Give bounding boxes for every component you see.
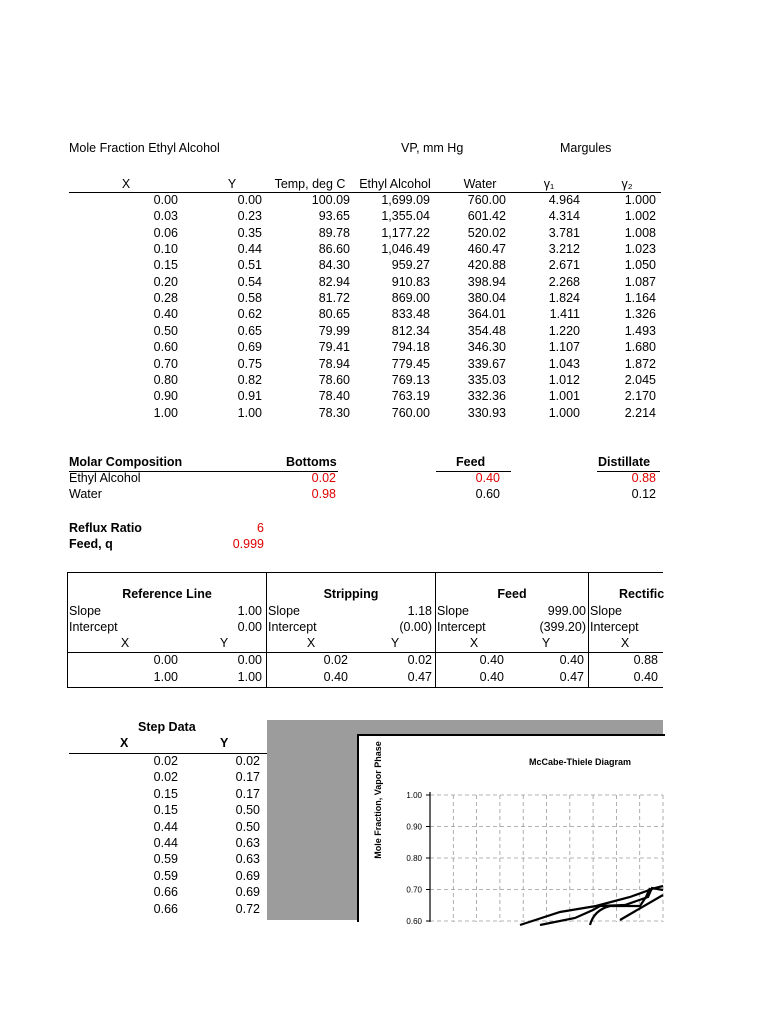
strip-intercept-value: (0.00) xyxy=(399,620,432,634)
feed-q-label: Feed, q xyxy=(69,537,113,551)
table-cell: 0.10 xyxy=(153,242,178,257)
table-cell: 0.40 xyxy=(153,307,178,322)
step-cell: 0.59 xyxy=(153,868,178,883)
distillate-ethyl-value[interactable]: 0.88 xyxy=(631,471,656,485)
strip-slope-label: Slope xyxy=(268,604,300,618)
strip-p1-y: 0.02 xyxy=(407,653,432,667)
table-cell: 1.008 xyxy=(624,225,656,240)
table-cell: 2.214 xyxy=(624,405,656,420)
table-cell: 1.824 xyxy=(548,291,580,306)
y-col-header: Y xyxy=(227,177,237,191)
table-cell: 84.30 xyxy=(318,258,350,273)
feed-p2-y: 0.47 xyxy=(559,670,584,684)
step-cell: 0.17 xyxy=(235,770,260,785)
feed-p2-x: 0.40 xyxy=(479,670,504,684)
table-cell: 2.671 xyxy=(548,258,580,273)
step-cell: 0.44 xyxy=(153,836,178,850)
step-cell: 0.63 xyxy=(235,852,260,867)
table-cell: 78.30 xyxy=(318,405,350,420)
chart-y-tick-label: 0.80 xyxy=(406,854,422,863)
step-cell: 0.69 xyxy=(235,868,260,883)
table-cell: 4.964 xyxy=(548,193,580,207)
table-cell: 81.72 xyxy=(318,291,350,306)
table-cell: 601.42 xyxy=(467,209,506,224)
chart-y-axis-label: Mole Fraction, Vapor Phase xyxy=(373,741,383,859)
table-cell: 0.00 xyxy=(153,193,178,207)
chart-y-tick-label: 0.60 xyxy=(406,917,422,926)
table-cell: 420.88 xyxy=(467,258,506,273)
ref-y-header: Y xyxy=(219,636,229,650)
table-cell: 3.212 xyxy=(548,242,580,257)
table-cell: 0.70 xyxy=(153,356,178,371)
table-cell: 959.27 xyxy=(391,258,430,273)
table-cell: 0.90 xyxy=(153,389,178,404)
chart-y-tick-label: 1.00 xyxy=(406,791,422,800)
chart-y-tick-label: 0.70 xyxy=(406,885,422,895)
chart-title: McCabe-Thiele Diagram xyxy=(528,757,632,767)
feed-line-title: Feed xyxy=(497,587,527,601)
table-cell: 1.012 xyxy=(548,372,580,387)
table-cell: 1.000 xyxy=(624,193,656,207)
table-cell: 760.00 xyxy=(391,405,430,420)
table-cell: 1.220 xyxy=(548,323,580,338)
table-cell: 1,355.04 xyxy=(381,209,430,224)
table-cell: 380.04 xyxy=(467,291,506,306)
reference-line-title: Reference Line xyxy=(122,587,212,601)
rect-p2-x: 0.40 xyxy=(633,670,658,684)
lines-table-bottom-border xyxy=(67,687,663,688)
ref-p1-x: 0.00 xyxy=(153,653,178,667)
table-cell: 0.00 xyxy=(237,193,262,207)
table-cell: 1.107 xyxy=(548,340,580,355)
table-cell: 79.99 xyxy=(318,323,350,338)
table-cell: 335.03 xyxy=(467,372,506,387)
table-cell: 0.60 xyxy=(153,340,178,355)
rectifying-title: Rectific xyxy=(619,587,665,601)
gamma2-col-header: γ₂ xyxy=(621,177,633,191)
table-cell: 1.087 xyxy=(624,274,656,289)
table-cell: 1.411 xyxy=(549,307,580,322)
table-cell: 78.94 xyxy=(318,356,350,371)
strip-p2-y: 0.47 xyxy=(407,670,432,684)
ref-p2-y: 1.00 xyxy=(237,670,262,684)
ref-intercept-label: Intercept xyxy=(69,620,118,634)
feed-p1-x: 0.40 xyxy=(479,653,504,667)
step-data-title: Step Data xyxy=(138,720,196,734)
table-cell: 1.164 xyxy=(624,291,656,306)
table-cell: 2.268 xyxy=(548,274,580,289)
lines-table-divider-3 xyxy=(588,572,589,688)
table-cell: 0.51 xyxy=(237,258,262,273)
rect-slope-label: Slope xyxy=(590,604,622,618)
table-cell: 0.65 xyxy=(237,323,262,338)
ethyl-alcohol-label: Ethyl Alcohol xyxy=(69,471,141,485)
feed-intercept-value: (399.20) xyxy=(539,620,586,634)
strip-slope-value: 1.18 xyxy=(407,604,432,618)
table-cell: 794.18 xyxy=(391,340,430,355)
ref-intercept-value: 0.00 xyxy=(237,620,262,634)
table-cell: 763.19 xyxy=(391,389,430,404)
table-cell: 869.00 xyxy=(391,291,430,306)
strip-x-header: X xyxy=(306,636,316,650)
table-cell: 89.78 xyxy=(318,225,350,240)
table-cell: 460.47 xyxy=(467,242,506,257)
strip-intercept-label: Intercept xyxy=(268,620,317,634)
table-cell: 93.65 xyxy=(318,209,350,224)
step-cell: 0.17 xyxy=(235,786,260,801)
table-cell: 346.30 xyxy=(467,340,506,355)
table-cell: 1.050 xyxy=(624,258,656,273)
table-cell: 0.54 xyxy=(237,274,262,289)
feed-x-header: X xyxy=(469,636,479,650)
rect-x-header: X xyxy=(620,636,630,650)
lines-table-top-border xyxy=(67,572,663,573)
step-cell: 0.63 xyxy=(235,836,260,850)
table-cell: 78.40 xyxy=(318,389,350,404)
table-cell: 0.15 xyxy=(153,258,178,273)
water-label: Water xyxy=(69,487,102,501)
chart-y-tick-label: 0.90 xyxy=(406,822,422,832)
vp-title: VP, mm Hg xyxy=(401,141,464,155)
rect-p1-x: 0.88 xyxy=(633,653,658,667)
ethyl-vp-col-header: Ethyl Alcohol xyxy=(359,177,431,191)
table-cell: 330.93 xyxy=(467,405,506,420)
table-cell: 0.91 xyxy=(237,389,262,404)
table-cell: 0.62 xyxy=(237,307,262,322)
table-cell: 1,699.09 xyxy=(381,193,430,207)
table-cell: 100.09 xyxy=(311,193,350,207)
step-cell: 0.02 xyxy=(235,754,260,768)
table-cell: 1,177.22 xyxy=(381,225,430,240)
strip-p1-x: 0.02 xyxy=(323,653,348,667)
step-cell: 0.72 xyxy=(235,901,260,916)
table-cell: 0.82 xyxy=(237,372,262,387)
distillate-header: Distillate xyxy=(598,455,651,469)
table-cell: 82.94 xyxy=(318,274,350,289)
feed-slope-value: 999.00 xyxy=(547,604,586,618)
table-cell: 2.170 xyxy=(624,389,656,404)
step-cell: 0.69 xyxy=(235,885,260,900)
ref-p2-x: 1.00 xyxy=(153,670,178,684)
table-cell: 1.872 xyxy=(624,356,656,371)
molar-composition-title: Molar Composition xyxy=(69,455,183,469)
distillate-water-value: 0.12 xyxy=(631,487,656,501)
temp-col-header: Temp, deg C xyxy=(274,177,346,191)
ref-slope-label: Slope xyxy=(69,604,101,618)
table-cell: 332.36 xyxy=(467,389,506,404)
feed-q-value[interactable]: 0.999 xyxy=(232,537,264,551)
feed-slope-label: Slope xyxy=(437,604,469,618)
table-cell: 779.45 xyxy=(391,356,430,371)
table-cell: 760.00 xyxy=(467,193,506,207)
table-cell: 1.00 xyxy=(153,405,178,420)
step-x-header: X xyxy=(120,736,129,750)
step-cell: 0.15 xyxy=(153,803,178,818)
step-cell: 0.02 xyxy=(153,770,178,785)
chart-plot-area[interactable] xyxy=(357,734,665,922)
table-cell: 1.002 xyxy=(624,209,656,224)
stripping-title: Stripping xyxy=(323,587,379,601)
table-cell: 4.314 xyxy=(548,209,580,224)
x-col-header: X xyxy=(121,177,131,191)
table-cell: 769.13 xyxy=(391,372,430,387)
table-cell: 1.00 xyxy=(237,405,262,420)
table-cell: 812.34 xyxy=(391,323,430,338)
table-cell: 1.001 xyxy=(548,389,580,404)
table-cell: 1.680 xyxy=(624,340,656,355)
table-cell: 3.781 xyxy=(548,225,580,240)
table-cell: 1.023 xyxy=(624,242,656,257)
reflux-ratio-value[interactable]: 6 xyxy=(257,521,264,535)
table-cell: 0.06 xyxy=(153,225,178,240)
feed-header: Feed xyxy=(456,455,486,469)
feed-ethyl-value[interactable]: 0.40 xyxy=(475,471,500,485)
table-cell: 0.03 xyxy=(153,209,178,224)
reflux-ratio-label: Reflux Ratio xyxy=(69,521,142,535)
table-cell: 1.326 xyxy=(624,307,656,322)
table-cell: 0.44 xyxy=(237,242,262,257)
step-cell: 0.44 xyxy=(153,819,178,834)
water-vp-col-header: Water xyxy=(463,177,497,191)
step-y-header: Y xyxy=(220,736,229,750)
table-cell: 79.41 xyxy=(318,340,350,355)
table-cell: 0.69 xyxy=(237,340,262,355)
table-cell: 354.48 xyxy=(467,323,506,338)
step-cell: 0.15 xyxy=(153,786,178,801)
ref-p1-y: 0.00 xyxy=(237,653,262,667)
table-cell: 1.493 xyxy=(624,323,656,338)
margules-title: Margules xyxy=(560,141,612,155)
table-cell: 0.35 xyxy=(237,225,262,240)
feed-intercept-label: Intercept xyxy=(437,620,486,634)
table-cell: 364.01 xyxy=(467,307,506,322)
table-cell: 398.94 xyxy=(467,274,506,289)
table-cell: 0.75 xyxy=(237,356,262,371)
step-cell: 0.02 xyxy=(153,754,178,768)
step-cell: 0.59 xyxy=(153,852,178,867)
bottoms-water-value: 0.98 xyxy=(311,487,336,501)
table-cell: 1.000 xyxy=(548,405,580,420)
table-cell: 520.02 xyxy=(467,225,506,240)
gamma1-col-header: γ₁ xyxy=(543,177,555,191)
table-cell: 1.043 xyxy=(548,356,580,371)
table-cell: 0.23 xyxy=(237,209,262,224)
mole-fraction-title: Mole Fraction Ethyl Alcohol xyxy=(69,141,220,155)
step-cell: 0.50 xyxy=(235,803,260,818)
strip-p2-x: 0.40 xyxy=(323,670,348,684)
table-cell: 339.67 xyxy=(467,356,506,371)
ref-slope-value: 1.00 xyxy=(237,604,262,618)
table-cell: 910.83 xyxy=(391,274,430,289)
table-cell: 86.60 xyxy=(318,242,350,257)
table-cell: 0.50 xyxy=(153,323,178,338)
feed-y-header: Y xyxy=(541,636,551,650)
rect-intercept-label: Intercept xyxy=(590,620,639,634)
table-cell: 78.60 xyxy=(318,372,350,387)
table-cell: 2.045 xyxy=(624,372,656,387)
table-cell: 0.80 xyxy=(153,372,178,387)
table-cell: 1,046.49 xyxy=(381,242,430,257)
table-cell: 80.65 xyxy=(318,307,350,322)
bottoms-header: Bottoms xyxy=(286,455,337,469)
table-cell: 0.28 xyxy=(153,291,178,306)
ref-x-header: X xyxy=(120,636,130,650)
step-cell: 0.66 xyxy=(153,885,178,900)
table-cell: 0.20 xyxy=(153,274,178,289)
strip-y-header: Y xyxy=(390,636,400,650)
feed-p1-y: 0.40 xyxy=(559,653,584,667)
bottoms-ethyl-value[interactable]: 0.02 xyxy=(311,471,336,485)
step-cell: 0.66 xyxy=(153,901,178,916)
table-cell: 833.48 xyxy=(391,307,430,322)
table-cell: 0.58 xyxy=(237,291,262,306)
step-cell: 0.50 xyxy=(235,819,260,834)
feed-water-value: 0.60 xyxy=(475,487,500,501)
